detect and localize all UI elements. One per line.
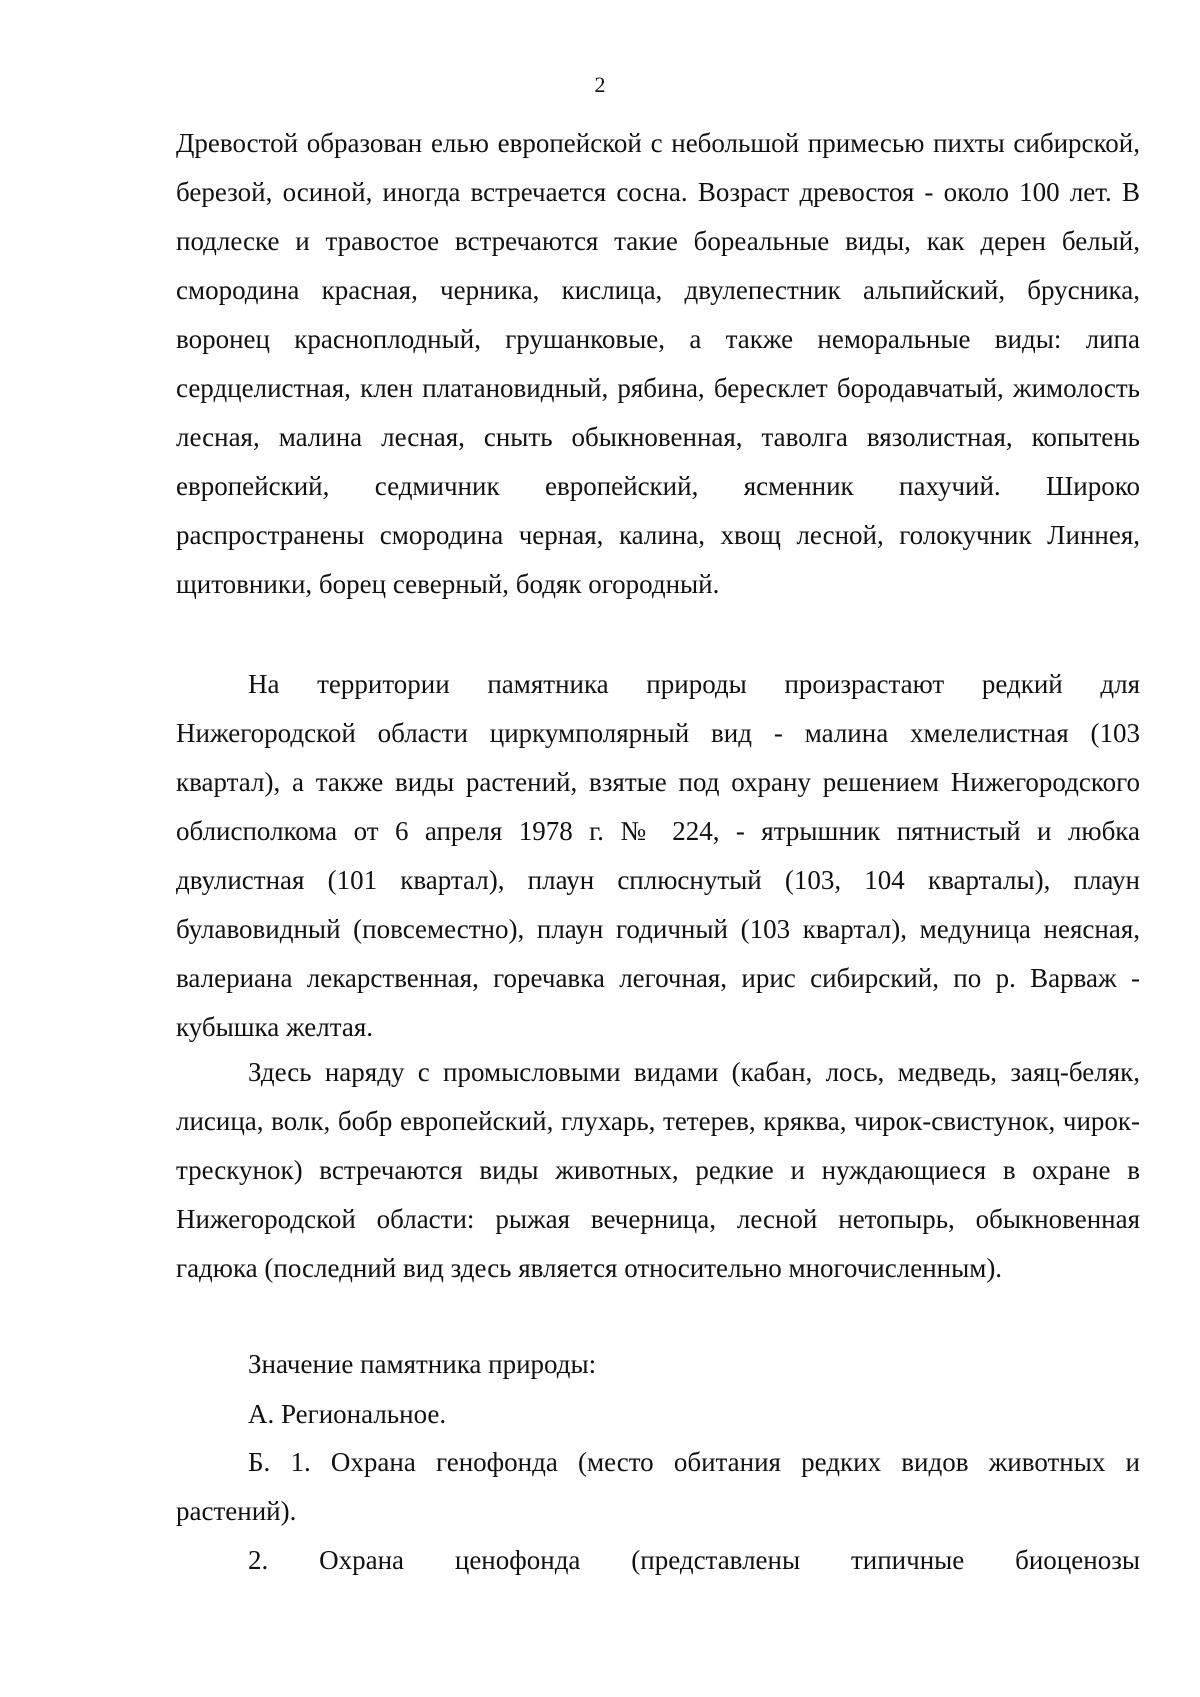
paragraph-gene-pool: Б. 1. Охрана генофонда (место обитания редких видов животных и растений). [176,1447,1140,1526]
paragraph-animals: Здесь наряду с промысловыми видами (кабан, лось, медведь, заяц-беляк, лисица, волк, бобр европейский, глухарь, тетерев, кряква, чирок-свистунок, чирок-трескунок) встречаются виды животных, редкие и нуждающиеся в охране в Нижегородской области: рыжая вечерница, лесной нетопырь, обыкновенная гадюка (последний вид здесь является относительно многочисленным). [176,1057,1140,1283]
paragraph-significance-heading: Значение памятника природы: [248,1349,597,1379]
paragraph-rare-plants: На территории памятника природы произрастают редкий для Нижегородской области циркумполярный вид - малина хмелелистная (103 квартал), а также виды растений, взятые под охрану решением Нижегородского облисполкома от 6 апреля 1978 г. № 224, - ятрышник пятнистый и любка двулистная (101 квартал), плаун сплюснутый (103, 104 кварталы), плаун булавовидный (повсеместно), плаун годичный (103 квартал), медуница неясная, валериана лекарственная, горечавка легочная, ирис сибирский, по р. Варваж - кубышка желтая. [176,669,1140,1042]
page-number: 2 [594,72,606,97]
paragraph-regional: А. Региональное. [248,1399,447,1429]
paragraph-cenopool: 2. Охрана ценофонда (представлены типичные биоценозы [248,1545,1140,1575]
paragraph-forest-stand: Древостой образован елью европейской с небольшой примесью пихты сибирской, березой, осиной, иногда встречается сосна. Возраст древостоя - около 100 лет. В подлеске и травостое встречаются такие бореальные виды, как дерен белый, смородина красная, черника, кислица, двулепестник альпийский, брусника, воронец красноплодный, грушанковые, а также неморальные виды: липа сердцелистная, клен платановидный, рябина, бересклет бородавчатый, жимолость лесная, малина лесная, сныть обыкновенная, таволга вязолистная, копытень европейский, седмичник европейский, ясменник пахучий. Широко распространены смородина черная, калина, хвощ лесной, голокучник Линнея, щитовники, борец северный, бодяк огородный. [176,128,1140,599]
